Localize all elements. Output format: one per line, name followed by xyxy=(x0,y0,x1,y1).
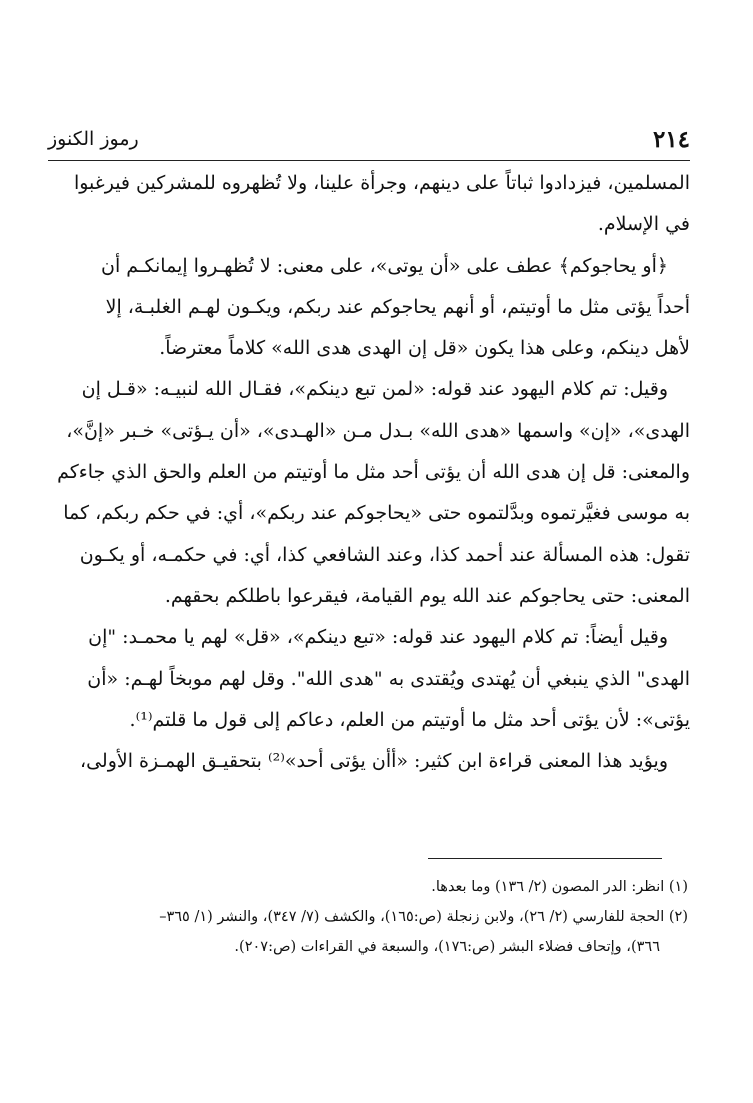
body-line: تقول: هذه المسألة عند أحمد كذا، وعند الشافعي كذا، أي: في حكمـه، أو يكـون xyxy=(79,543,690,566)
body-line: أحداً يؤتى مثل ما أوتيتم، أو أنهم يحاجوكم عند ربكم، ويكـون لهـم الغلبـة، إلا xyxy=(105,295,690,318)
body-line: الهدى" الذي ينبغي أن يُهتدى ويُقتدى به "هدى الله". وقل لهم موبخاً لهـم: «أن xyxy=(87,667,690,690)
body-line: لأهل دينكم، وعلى هذا يكون «قل إن الهدى هدى الله» كلاماً معترضاً. xyxy=(159,337,690,360)
page-header xyxy=(48,122,690,161)
footnotes xyxy=(48,872,688,962)
body-line: ويؤيد هذا المعنى قراءة ابن كثير: «أأن يؤتى أحد»⁽²⁾ بتحقيـق الهمـزة الأولى، xyxy=(79,750,668,773)
body-line: المعنى: حتى يحاجوكم عند الله يوم القيامة، فيقرعوا باطلكم بحقهم. xyxy=(164,584,690,607)
body-text xyxy=(48,163,690,782)
body-line: ﴿أو يحاجوكم﴾ عطف على «أن يوتى»، على معنى: لا تُظهـروا إيمانكـم أن xyxy=(101,254,668,277)
body-line: الهدى»، «إن» واسمها «هدى الله» بـدل مـن «الهـدى»، «أن يـؤتى» خـبر «إنَّ»، xyxy=(66,419,690,442)
footnote-line: ٣٦٦)، وإتحاف فضلاء البشر (ص:١٧٦)، والسبعة في القراءات (ص:٢٠٧). xyxy=(234,939,660,955)
page-number: ٢١٤ xyxy=(652,126,690,153)
body-line: وقيل أيضاً: تم كلام اليهود عند قوله: «تبع دينكم»، «قل» لهم يا محمـد: "إن xyxy=(88,626,668,649)
body-line: المسلمين، فيزدادوا ثباتاً على دينهم، وجرأة علينا، ولا تُظهروه للمشركين فيرغبوا xyxy=(73,172,690,194)
footnote-line: (٢) الحجة للفارسي (٢/ ٢٦)، ولابن زنجلة (ص:١٦٥)، والكشف (٧/ ٣٤٧)، والنشر (١/ ٣٦٥– xyxy=(159,909,688,925)
body-line: وقيل: تم كلام اليهود عند قوله: «لمن تبع دينكم»، فقـال الله لنبيـه: «قـل إن xyxy=(81,378,668,401)
footnote-line: (١) انظر: الدر المصون (٢/ ١٣٦) وما بعدها. xyxy=(431,879,688,895)
body-line: يؤتى»: لأن يؤتى أحد مثل ما أوتيتم من العلم، دعاكم إلى قول ما قلتم⁽¹⁾. xyxy=(129,708,690,731)
footnote-divider xyxy=(428,858,662,859)
running-title: رموز الكنوز xyxy=(48,128,139,150)
body-line: به موسى فغيَّرتموه وبدَّلتموه حتى «يحاجوكم عند ربكم»، أي: في حكم ربكم، كما xyxy=(63,502,690,525)
body-line: والمعنى: قل إن هدى الله أن يؤتى أحد مثل ما أوتيتم من العلم والحق الذي جاءكم xyxy=(57,461,690,484)
body-line: في الإسلام. xyxy=(597,213,690,236)
